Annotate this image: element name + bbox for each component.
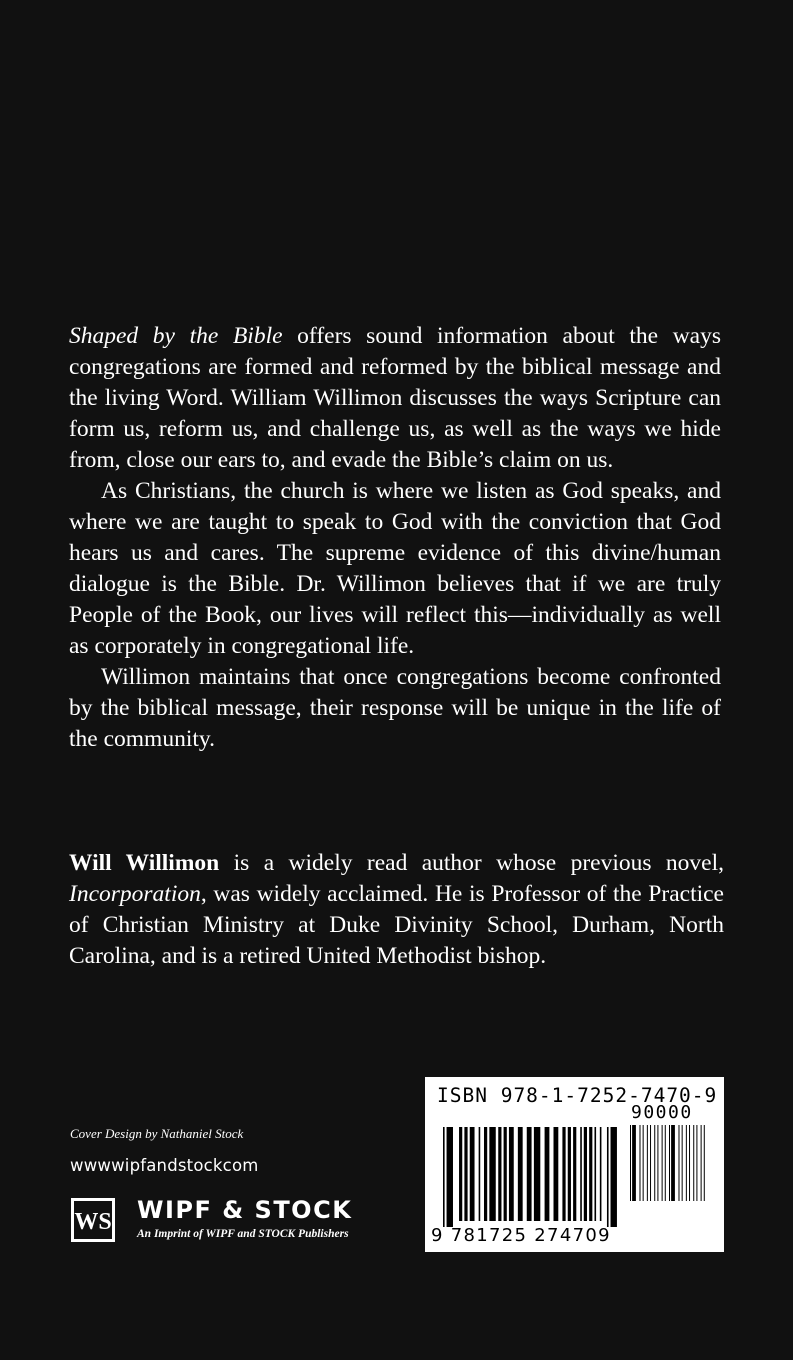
barcode-bar — [654, 1125, 655, 1201]
addon-barcode-icon — [630, 1125, 708, 1201]
barcode-bar — [632, 1125, 636, 1201]
barcode-bar — [470, 1127, 475, 1221]
barcode-bar — [545, 1127, 550, 1221]
barcode-bar — [704, 1125, 705, 1201]
barcode-bar — [647, 1125, 648, 1201]
barcode-bar — [696, 1125, 697, 1201]
barcode-bar — [568, 1127, 571, 1221]
isbn-label: ISBN 978-1-7252-7470-9 — [437, 1084, 718, 1107]
barcode-bar — [479, 1127, 481, 1221]
blurb-paragraph-1 — [69, 321, 721, 476]
book-title: Shaped by the Bible — [69, 323, 283, 349]
barcode-bar — [701, 1125, 702, 1201]
author-name: Will Willimon — [69, 850, 220, 876]
barcode-bar — [662, 1125, 663, 1201]
barcode-bar — [459, 1127, 462, 1221]
back-cover-blurb — [69, 321, 721, 755]
barcode-bar — [669, 1125, 670, 1201]
barcode-bar — [518, 1127, 523, 1221]
publisher-logo-letters: WS — [74, 1209, 112, 1235]
author-bio — [69, 848, 724, 972]
blurb-paragraph-3: Willimon maintains that once congregations become confronted by the biblical message, their response will be unique in the life of the community. — [69, 664, 721, 752]
cover-design-credit: Cover Design by Nathaniel Stock — [70, 1126, 244, 1141]
barcode-bar — [611, 1127, 617, 1227]
barcode-bar — [589, 1127, 592, 1221]
barcode-bar — [554, 1127, 559, 1221]
barcode-bar — [643, 1125, 644, 1201]
main-barcode-icon — [443, 1127, 623, 1227]
author-bio-text-a: is a widely read author whose previous novel, — [219, 850, 724, 876]
barcode-bar — [573, 1127, 576, 1221]
barcode-bar — [682, 1125, 683, 1201]
barcode-bar — [562, 1127, 565, 1221]
barcode-bar — [504, 1127, 507, 1221]
barcode-bar — [580, 1127, 582, 1221]
previous-book-title: Incorporation — [69, 881, 201, 907]
barcode-bar — [527, 1127, 532, 1221]
barcode-bar — [686, 1125, 687, 1201]
barcode-bar — [650, 1125, 651, 1201]
barcode-bar — [509, 1127, 514, 1221]
barcode-bar — [665, 1125, 666, 1201]
barcode-bar — [639, 1125, 640, 1201]
barcode-bar — [498, 1127, 501, 1221]
barcode-bar — [464, 1127, 467, 1221]
barcode-digits: 9 781725 274709 — [431, 1225, 611, 1246]
author-bio-text-b: , was widely acclaimed. He is Professor of the Practice of Christian Ministry at Duke Divinity School, Durham, North Carolina, and is a retired United Methodist bishop. — [69, 881, 724, 969]
barcode-bar — [671, 1125, 675, 1201]
barcode-bar — [630, 1125, 631, 1201]
blurb-paragraph-2: As Christians, the church is where we listen as God speaks, and where we are taught to speak to God with the conviction that God hears us and cares. The supreme evidence of this divine/human dialogue is the Bible. Dr. Willimon believes that if we are truly People of the Book, our lives will reflect this—individually as well as corporately in congregational life. — [69, 478, 721, 659]
publisher-name: WIPF & STOCK — [137, 1196, 353, 1224]
barcode-bar — [489, 1127, 495, 1221]
barcode-bar — [447, 1127, 453, 1227]
publisher-website: wwwwipfandstockcom — [70, 1156, 259, 1175]
isbn-barcode-box — [425, 1077, 724, 1252]
barcode-bar — [594, 1127, 596, 1221]
barcode-bar — [689, 1125, 690, 1201]
barcode-bar — [484, 1127, 487, 1221]
price-code: 90000 — [631, 1102, 693, 1123]
barcode-bar — [678, 1125, 679, 1201]
publisher-logo-icon — [70, 1197, 116, 1243]
barcode-bar — [584, 1127, 587, 1221]
blurb-paragraph-1-text: offers sound information about the ways congregations are formed and reformed by the biblical message and the living Word. William Willimon discusses the ways Scripture can form us, reform us, and challenge us, as well as the ways we hide from, close our ears to, and evade the Bible’s claim on us. — [69, 323, 721, 473]
barcode-bar — [607, 1127, 609, 1227]
barcode-bar — [443, 1127, 445, 1227]
barcode-bar — [657, 1125, 658, 1201]
publisher-tagline: An Imprint of WIPF and STOCK Publishers — [137, 1228, 349, 1240]
barcode-bar — [693, 1125, 694, 1201]
barcode-bar — [600, 1127, 602, 1221]
barcode-bar — [534, 1127, 540, 1221]
